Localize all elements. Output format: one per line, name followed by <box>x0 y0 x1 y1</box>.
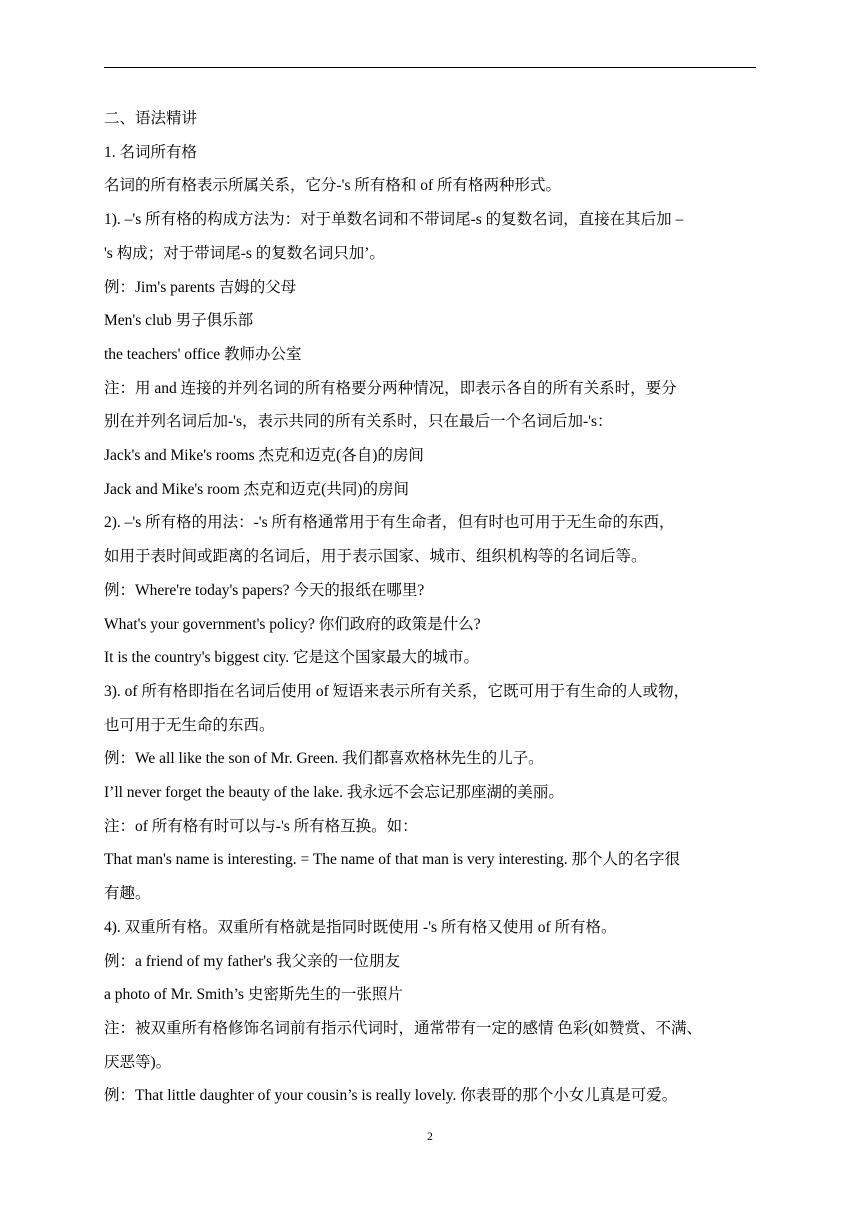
example-line: 例：That little daughter of your cousin’s is really lovely. 你表哥的那个小女儿真是可爱。 <box>104 1087 678 1105</box>
paragraph-line: 3). of 所有格即指在名词后使用 of 短语来表示所有关系，它既可用于有生命的人或物， <box>104 682 690 700</box>
paragraph-line: 's 构成；对于带词尾-s 的复数名词只加’。 <box>104 244 385 262</box>
example-line: 例：Where're today's papers? 今天的报纸在哪里? <box>104 581 425 599</box>
example-line: I’ll never forget the beauty of the lake. 我永远不会忘记那座湖的美丽。 <box>104 784 564 802</box>
example-line: 例：a friend of my father's 我父亲的一位朋友 <box>104 952 400 970</box>
note-line: 厌恶等)。 <box>104 1053 172 1071</box>
example-line: It is the country's biggest city. 它是这个国家最大的城市。 <box>104 649 480 667</box>
note-line: 注：被双重所有格修饰名词前有指示代词时，通常带有一定的感情 色彩(如赞赏、不满、 <box>104 1019 703 1037</box>
document-body <box>104 102 764 1113</box>
example-line: the teachers' office 教师办公室 <box>104 345 302 363</box>
note-line: 别在并列名词后加-'s，表示共同的所有关系时，只在最后一个名词后加-'s： <box>104 413 613 431</box>
example-line: 例：We all like the son of Mr. Green. 我们都喜欢格林先生的儿子。 <box>104 750 544 768</box>
paragraph-line: 2). –'s 所有格的用法：-'s 所有格通常用于有生命者，但有时也可用于无生命的东西， <box>104 514 675 532</box>
example-line: 例：Jim's parents 吉姆的父母 <box>104 278 297 296</box>
subsection-heading: 1. 名词所有格 <box>104 143 198 161</box>
example-line: 有趣。 <box>104 885 151 903</box>
example-line: Jack's and Mike's rooms 杰克和迈克(各自)的房间 <box>104 447 424 465</box>
note-line: 注：用 and 连接的并列名词的所有格要分两种情况，即表示各自的所有关系时，要分 <box>104 379 677 397</box>
example-line: Jack and Mike's room 杰克和迈克(共同)的房间 <box>104 480 410 498</box>
paragraph-line: 名词的所有格表示所属关系，它分-'s 所有格和 of 所有格两种形式。 <box>104 177 562 195</box>
paragraph-line: 1). –'s 所有格的构成方法为：对于单数名词和不带词尾-s 的复数名词，直接在其后加 – <box>104 211 684 229</box>
paragraph-line: 也可用于无生命的东西。 <box>104 716 275 734</box>
note-line: 注：of 所有格有时可以与-'s 所有格互换。如： <box>104 817 418 835</box>
section-heading: 二、语法精讲 <box>104 110 198 127</box>
page-number: 2 <box>427 1131 433 1143</box>
header-rule <box>104 67 756 68</box>
paragraph-line: 4). 双重所有格。双重所有格就是指同时既使用 -'s 所有格又使用 of 所有格。 <box>104 918 617 936</box>
example-line: Men's club 男子俱乐部 <box>104 312 254 330</box>
example-line: a photo of Mr. Smith’s 史密斯先生的一张照片 <box>104 986 403 1004</box>
example-line: What's your government's policy? 你们政府的政策是什么? <box>104 615 481 633</box>
paragraph-line: 如用于表时间或距离的名词后，用于表示国家、城市、组织机构等的名词后等。 <box>104 548 647 566</box>
example-line: That man's name is interesting. = The name of that man is very interesting. 那个人的名字很 <box>104 851 681 869</box>
